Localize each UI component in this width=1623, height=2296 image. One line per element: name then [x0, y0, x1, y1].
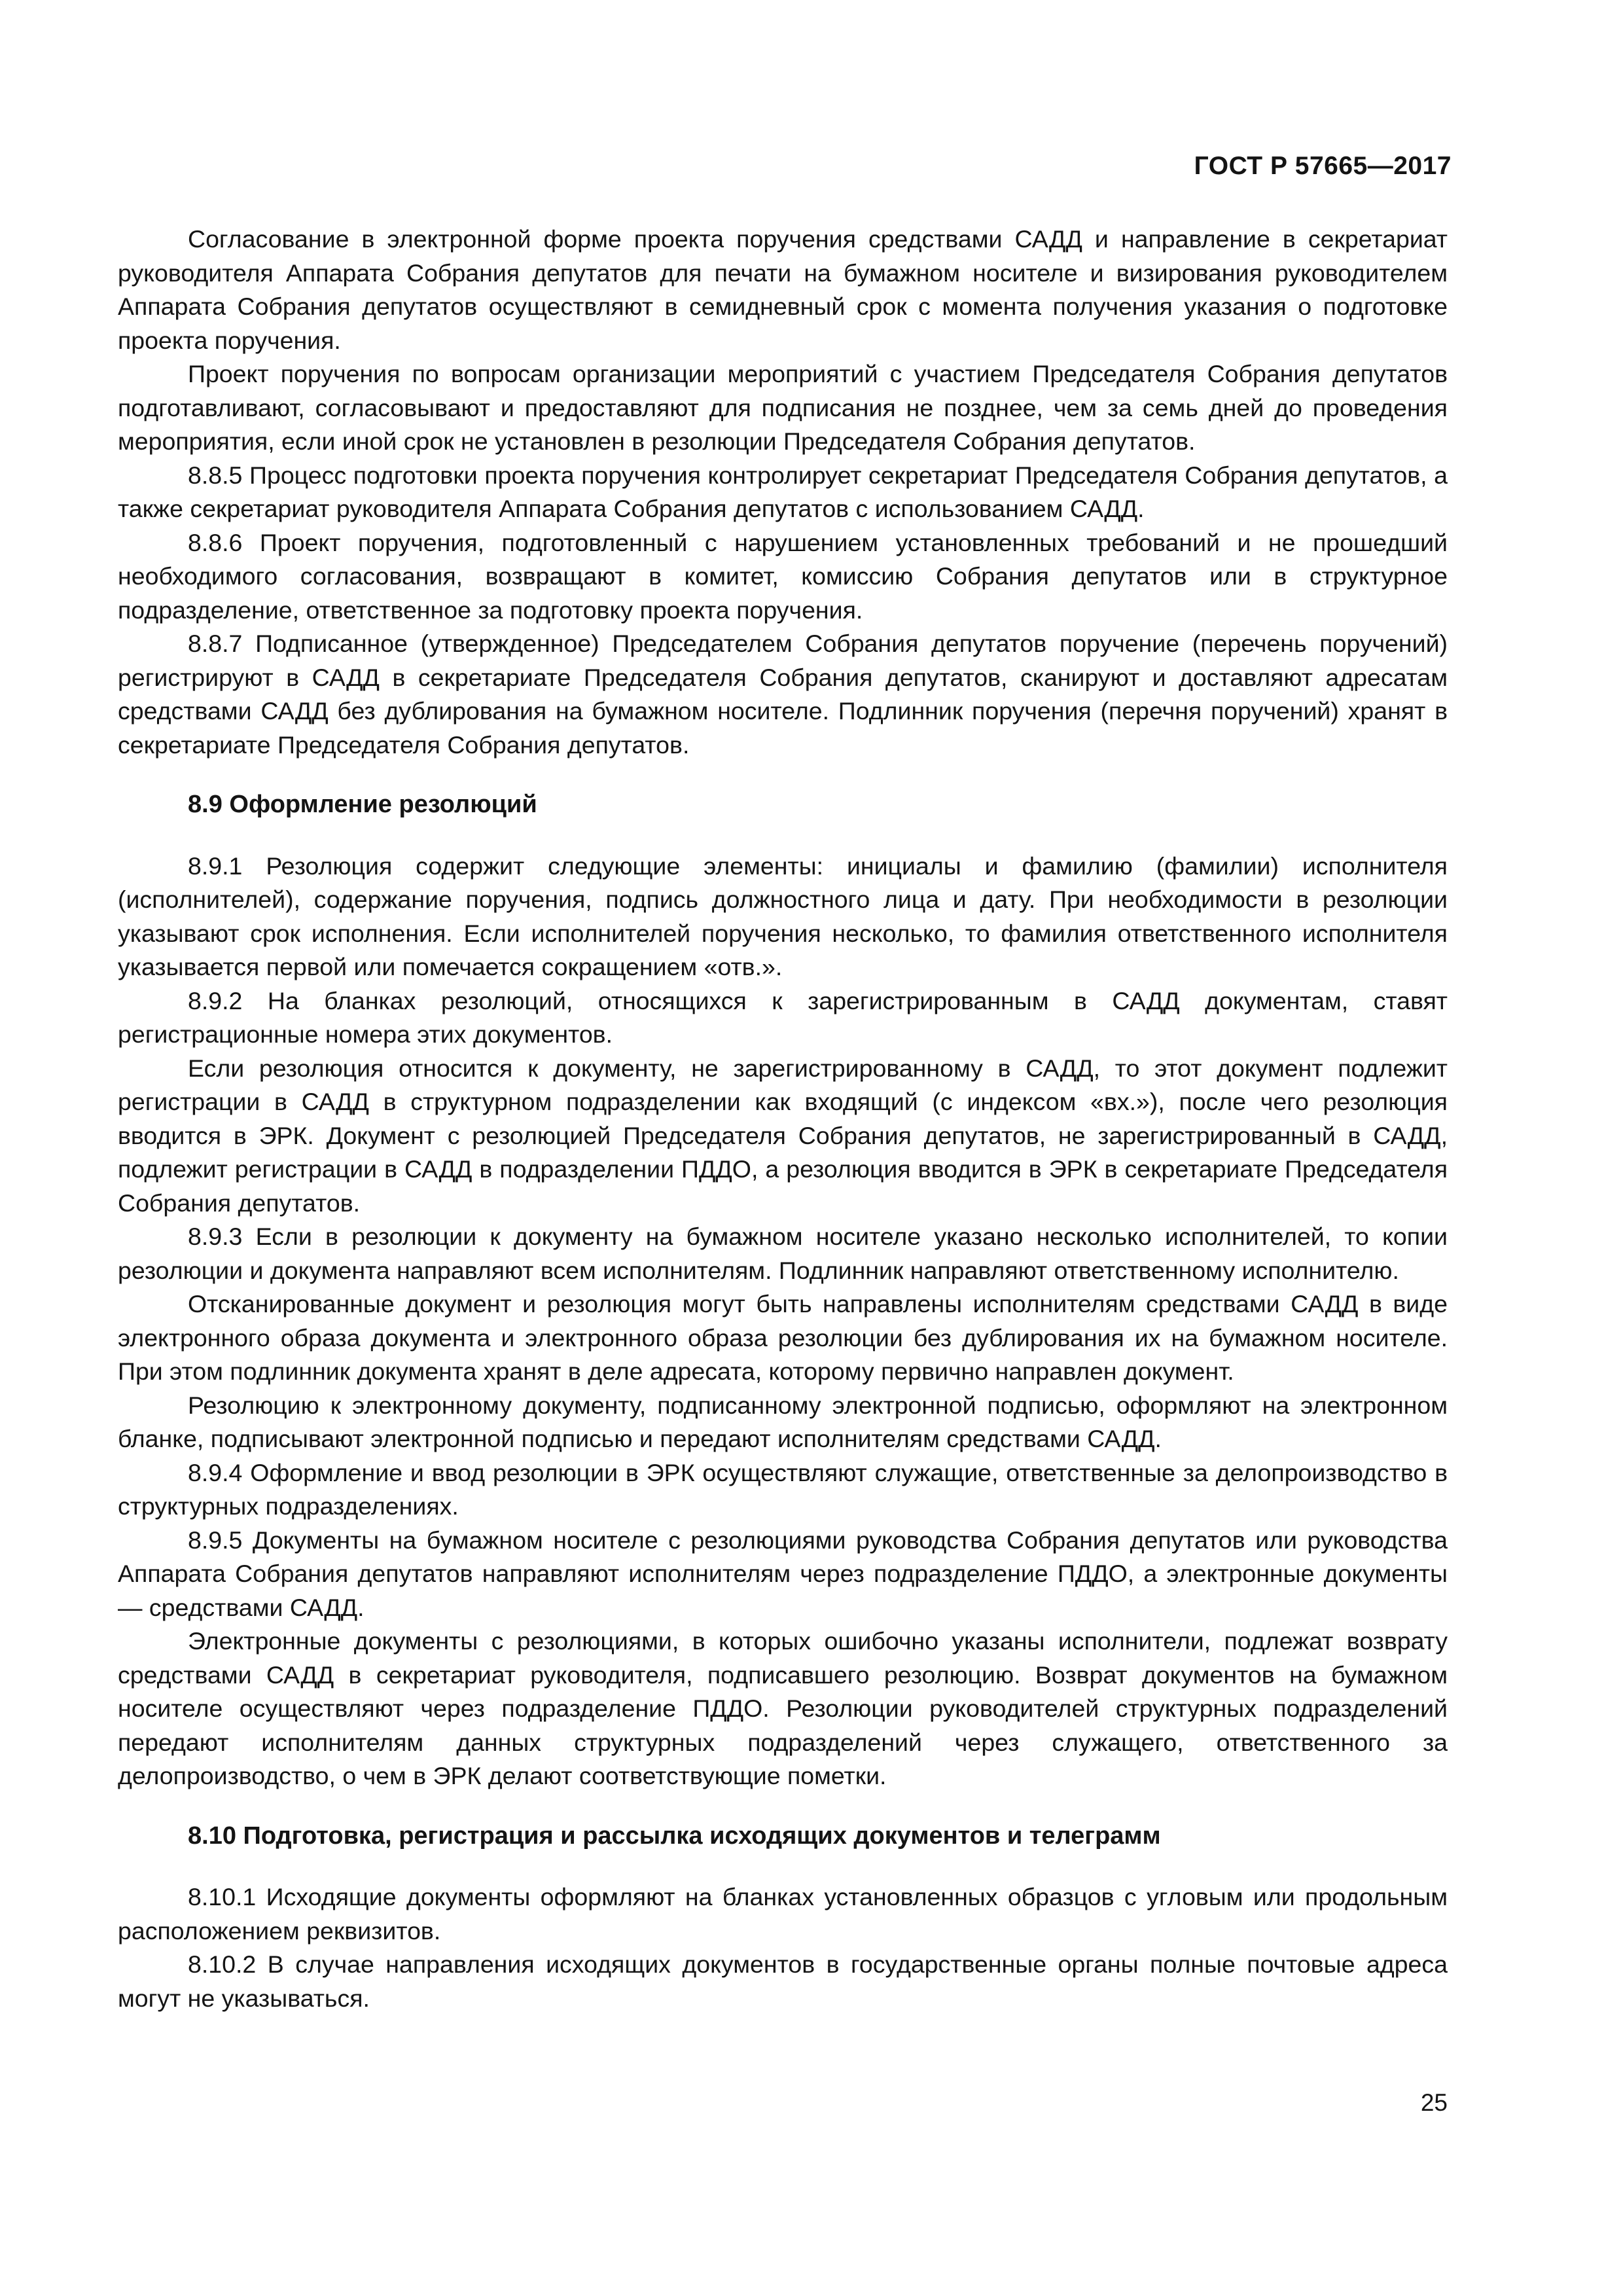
clause-8-8-5: 8.8.5 Процесс подготовки проекта поручения контролирует секретариат Председателя Собрания депутатов, а также секретариат руководителя Аппарата Собрания депутатов с использованием САДД. [118, 461, 1448, 522]
clause-8-9-1: 8.9.1 Резолюция содержит следующие элементы: инициалы и фамилию (фамилии) исполнителя (исполнителей), содержание поручения, подпись должностного лица и дату. При необходимости в резолюции указывают срок исполнения. Если исполнителей поручения несколько, то фамилия ответственного исполнителя указывается первой или помечается сокращением «отв.». [118, 852, 1448, 980]
paragraph: Согласование в электронной форме проекта поручения средствами САДД и направление в секретариат руководителя Аппарата Собрания депутатов для печати на бумажном носителе и визирования руководителем Аппарата Собрания депутатов осуществляют в семидневный срок с момента получения указания о подготовке проекта поручения. [118, 225, 1448, 354]
clause-8-9-5: 8.9.5 Документы на бумажном носителе с резолюциями руководства Собрания депутатов или руководства Аппарата Собрания депутатов направляют исполнителям через подразделение ПДДО, а электронные документы — средствами САДД. [118, 1526, 1448, 1621]
paragraph: Отсканированные документ и резолюция могут быть направлены исполнителям средствами САДД в виде электронного образа документа и электронного образа резолюции без дублирования их на бумажном носителе. При этом подлинник документа хранят в деле адресата, которому первично направлен документ. [118, 1290, 1448, 1385]
clause-8-9-3: 8.9.3 Если в резолюции к документу на бумажном носителе указано несколько исполнителей, то копии резолюции и документа направляют всем исполнителям. Подлинник направляют ответственному исполнителю. [118, 1223, 1448, 1284]
paragraph: Резолюцию к электронному документу, подписанному электронной подписью, оформляют на электронном бланке, подписывают электронной подписью и передают исполнителям средствами САДД. [118, 1391, 1448, 1452]
clause-8-9-4: 8.9.4 Оформление и ввод резолюции в ЭРК осуществляют служащие, ответственные за делопроизводство в структурных подразделениях. [118, 1458, 1448, 1520]
clause-8-8-6: 8.8.6 Проект поручения, подготовленный с нарушением установленных требований и не прошедший необходимого согласования, возвращают в комитет, комиссию Собрания депутатов или в структурное подразделение, ответственное за подготовку проекта поручения. [118, 528, 1448, 624]
standard-designation: ГОСТ Р 57665—2017 [1194, 152, 1452, 180]
clause-8-8-7: 8.8.7 Подписанное (утвержденное) Председателем Собрания депутатов поручение (перечень поручений) регистрируют в САДД в секретариате Председателя Собрания депутатов, сканируют и доставляют адресатам средствами САДД без дублирования на бумажном носителе. Подлинник поручения (перечня поручений) хранят в секретариате Председателя Собрания депутатов. [118, 630, 1448, 759]
clause-8-10-1: 8.10.1 Исходящие документы оформляют на бланках установленных образцов с угловым или продольным расположением реквизитов. [118, 1883, 1448, 1945]
page-number: 25 [1420, 2089, 1448, 2116]
section-heading-8-10: 8.10 Подготовка, регистрация и рассылка исходящих документов и телеграмм [188, 1821, 1161, 1850]
paragraph: Если резолюция относится к документу, не зарегистрированному в САДД, то этот документ подлежит регистрации в САДД в структурном подразделении как входящий (с индексом «вх.»), после чего резолюция вводится в ЭРК. Документ с резолюцией Председателя Собрания депутатов, не зарегистрированный в САДД, подлежит регистрации в САДД в подразделении ПДДО, а резолюция вводится в ЭРК в секретариате Председателя Собрания депутатов. [118, 1054, 1448, 1217]
clause-8-9-2: 8.9.2 На бланках резолюций, относящихся к зарегистрированным в САДД документам, ставят регистрационные номера этих документов. [118, 986, 1448, 1048]
clause-8-10-2: 8.10.2 В случае направления исходящих документов в государственные органы полные почтовые адреса могут не указываться. [118, 1950, 1448, 2012]
document-body [118, 223, 1448, 2015]
paragraph: Электронные документы с резолюциями, в которых ошибочно указаны исполнители, подлежат возврату средствами САДД в секретариат руководителя, подписавшего резолюцию. Возврат документов на бумажном носителе осуществляют через подразделение ПДДО. Резолюции руководителей структурных подразделений передают исполнителям данных структурных подразделений через служащего, ответственного за делопроизводство, о чем в ЭРК делают соответствующие пометки. [118, 1627, 1448, 1789]
paragraph: Проект поручения по вопросам организации мероприятий с участием Председателя Собрания депутатов подготавливают, согласовывают и предоставляют для подписания не позднее, чем за семь дней до проведения мероприятия, если иной срок не установлен в резолюции Председателя Собрания депутатов. [118, 360, 1448, 455]
section-heading-8-9: 8.9 Оформление резолюций [188, 791, 537, 818]
